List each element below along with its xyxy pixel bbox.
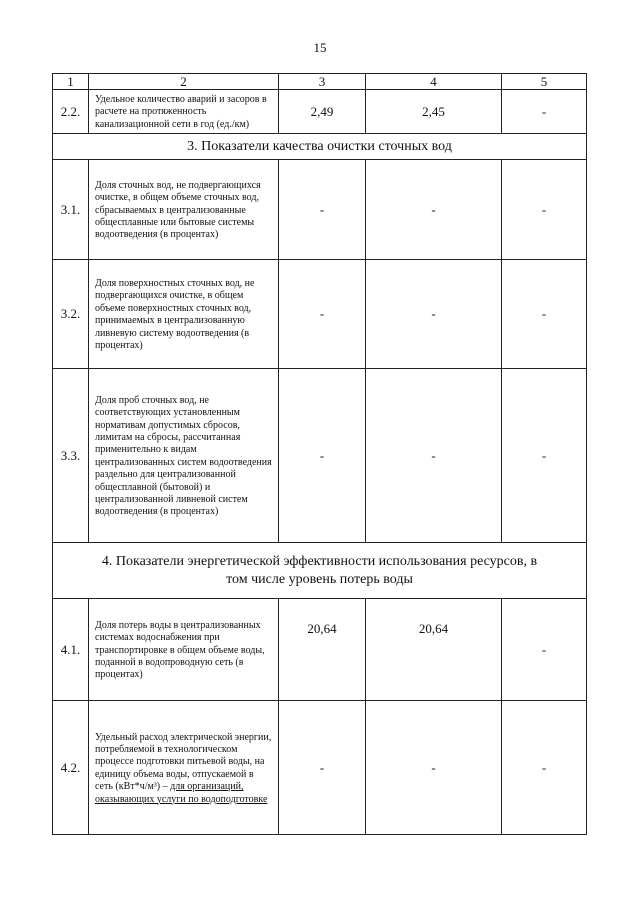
table-row: [53, 160, 587, 260]
section-title: 4. Показатели энергетической эффективности использования ресурсов, в том числе уровень потерь воды: [53, 543, 587, 599]
description-main-text: Удельный расход электрической энергии, потребляемой в технологическом процессе подготовки питьевой воды, на единицу объема воды, отпускаемой в сеть (кВт*ч/м³) –: [95, 731, 272, 793]
value-col3: -: [279, 160, 366, 260]
table-row: [53, 260, 587, 369]
description-underlined-text: для организаций, оказывающих услуги по водоподготовке: [95, 781, 268, 805]
value-col4: -: [366, 701, 502, 835]
row-number: 2.2.: [53, 90, 89, 134]
value-col4: 20,64: [366, 599, 502, 701]
row-number: 4.2.: [53, 701, 89, 835]
table-row: [53, 90, 587, 134]
value-col4: -: [366, 369, 502, 543]
indicators-table: [52, 73, 587, 835]
value-col3: -: [279, 260, 366, 369]
row-number: 4.1.: [53, 599, 89, 701]
indicator-description: Удельное количество аварий и засоров в расчете на протяженность канализационной сети в год (ед./км): [89, 90, 279, 134]
indicator-description: Доля проб сточных вод, не соответствующих установленным нормативам допустимых сбросов, лимитам на сбросы, рассчитанная применительно к видам централизованных систем водоотведения раздельно для централизованной общесплавной (бытовой) и централизованной ливневой систем водоотведения (в процентах): [89, 369, 279, 543]
table-row: [53, 701, 587, 835]
value-col5: -: [502, 90, 587, 134]
table-row: [53, 369, 587, 543]
indicator-description: Доля сточных вод, не подвергающихся очистке, в общем объеме сточных вод, сбрасываемых в централизованные общесплавные или бытовые системы водоотведения (в процентах): [89, 160, 279, 260]
section-title: 3. Показатели качества очистки сточных вод: [53, 134, 587, 160]
value-col5: -: [502, 369, 587, 543]
value-col5: -: [502, 260, 587, 369]
value-col3: 2,49: [279, 90, 366, 134]
value-col3: -: [279, 369, 366, 543]
indicator-description: Доля поверхностных сточных вод, не подвергающихся очистке, в общем объеме поверхностных сточных вод, принимаемых в централизованную ливневую систему водоотведения (в процентах): [89, 260, 279, 369]
value-col4: -: [366, 160, 502, 260]
row-number: 3.3.: [53, 369, 89, 543]
table-header-row: [53, 74, 587, 90]
column-header: 1: [53, 74, 89, 90]
value-col3: -: [279, 701, 366, 835]
value-col4: -: [366, 260, 502, 369]
value-col5: -: [502, 701, 587, 835]
value-col5: -: [502, 599, 587, 701]
row-number: 3.1.: [53, 160, 89, 260]
value-col3: 20,64: [279, 599, 366, 701]
row-number: 3.2.: [53, 260, 89, 369]
value-col4: 2,45: [366, 90, 502, 134]
table-row: [53, 599, 587, 701]
column-header: 5: [502, 74, 587, 90]
column-header: 4: [366, 74, 502, 90]
section-header-row: [53, 134, 587, 160]
column-header: 2: [89, 74, 279, 90]
column-header: 3: [279, 74, 366, 90]
section-header-row: [53, 543, 587, 599]
value-col5: -: [502, 160, 587, 260]
indicator-description: [89, 701, 279, 835]
indicator-description: Доля потерь воды в централизованных системах водоснабжения при транспортировке в общем объеме воды, поданной в водопроводную сеть (в процентах): [89, 599, 279, 701]
page-number: 15: [313, 40, 327, 55]
